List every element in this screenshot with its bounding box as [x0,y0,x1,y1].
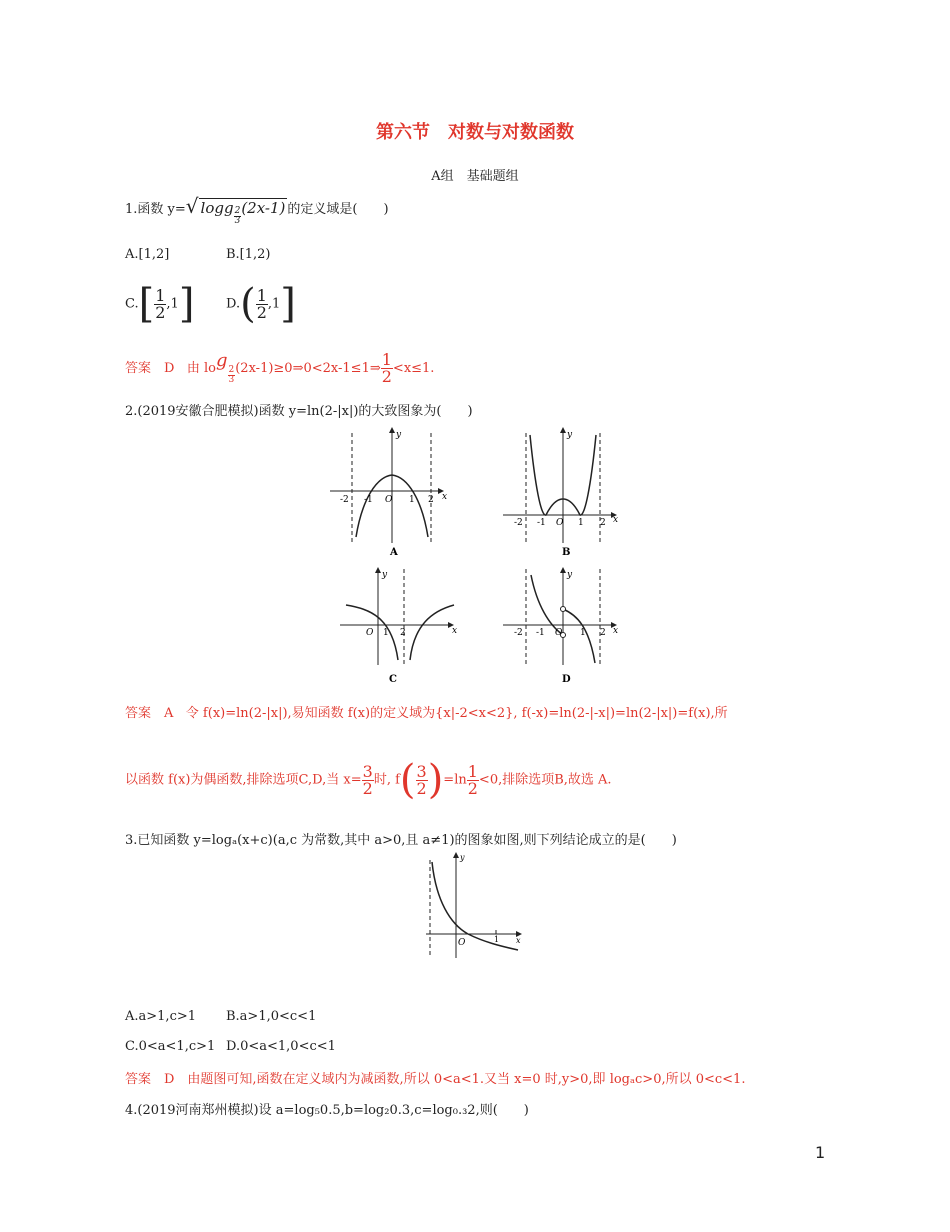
svg-text:-2: -2 [514,518,523,528]
svg-text:2: 2 [600,628,606,638]
q2-answer-line2: 以函数 f(x)为偶函数,排除选项C,D,当 x= $\frac{3}{2}$ 时, f( $\frac{3}{2}$ )=ln $\frac{1}{2}$ <0,排除选项B,故选 A. [125,757,612,803]
q1-suffix: 的定义域是( ) [287,202,389,217]
q1-answer: 答案 D 由 log $\frac{2}{3}$ (2x-1)≥0⇒0<2x-1≤1⇒ $\frac{1}{2}$ <x≤1. [125,350,435,386]
svg-text:O: O [555,628,563,638]
q4-stem: 4.(2019河南郑州模拟)设 a=log₅0.5,b=log₂0.3,c=log₀.₃2,则( ) [125,1103,529,1118]
svg-text:x: x [613,626,619,636]
svg-text:2: 2 [428,495,434,505]
q1-option-b: B.[1,2) [226,247,271,262]
svg-text:O: O [556,518,564,528]
svg-text:1: 1 [578,518,584,528]
q1-arg: (2x-1) [241,199,286,217]
svg-text:1: 1 [383,628,389,638]
svg-text:x: x [613,515,619,525]
svg-text:B: B [562,547,571,558]
q2-answer-line1: 答案 A 令 f(x)=ln(2-|x|),易知函数 f(x)的定义域为{x|-2<x<2}, f(-x)=ln(2-|-x|)=ln(2-|x|)=f(x),所 [125,706,728,721]
svg-text:2: 2 [600,518,606,528]
graph-q3 [420,850,530,962]
q1-option-d: D.( $\frac{1}{2}$ ,1] [226,281,296,327]
svg-text:y: y [382,570,388,580]
svg-text:-2: -2 [514,628,523,638]
graph-c [340,565,465,690]
q3-stem: 3.已知函数 y=logₐ(x+c)(a,c 为常数,其中 a>0,且 a≠1)的图象如图,则下列结论成立的是( ) [125,833,677,848]
svg-text:D: D [562,674,571,685]
page-title: 第六节 对数与对数函数 [376,122,574,143]
q1-stem: 1.函数 y=√ logg $\frac{2}{3}$ (2x-1) 的定义域是( ) [125,194,389,226]
section-subtitle: A组 基础题组 [431,169,519,184]
q1-log: log [200,199,224,217]
svg-text:y: y [460,853,465,862]
q3-answer: 答案 D 由题图可知,函数在定义域内为减函数,所以 0<a<1.又当 x=0 时,y>0,即 logₐc>0,所以 0<c<1. [125,1072,746,1087]
q1-prefix: 1.函数 y= [125,202,186,217]
svg-text:x: x [516,936,521,945]
svg-text:y: y [396,430,402,440]
svg-text:C: C [389,674,397,685]
svg-text:y: y [567,570,573,580]
svg-text:y: y [567,430,573,440]
q3-option-d: D.0<a<1,0<c<1 [226,1039,336,1054]
svg-text:O: O [366,628,374,638]
svg-text:-2: -2 [340,495,349,505]
q3-option-c: C.0<a<1,c>1 [125,1039,216,1054]
q2-stem: 2.(2019安徽合肥模拟)函数 y=ln(2-|x|)的大致图象为( ) [125,404,473,419]
q3-option-a: A.a>1,c>1 [125,1009,197,1024]
svg-text:x: x [452,626,458,636]
graph-b [503,425,628,560]
svg-text:O: O [458,938,466,948]
svg-text:-1: -1 [537,518,546,528]
svg-text:-1: -1 [536,628,545,638]
q1-option-c: C.[ $\frac{1}{2}$ ,1] [125,281,195,327]
q1-radicand: logg $\frac{2}{3}$ (2x-1) [200,199,286,226]
q1-option-a: A.[1,2] [125,247,170,262]
q3-option-b: B.a>1,0<c<1 [226,1009,317,1024]
q1-base: $\frac{2}{3}$ [234,206,241,226]
graph-a [330,425,450,560]
svg-text:1: 1 [409,495,415,505]
svg-text:2: 2 [400,628,406,638]
svg-text:A: A [390,547,398,558]
svg-text:-1: -1 [364,495,373,505]
svg-text:x: x [442,492,448,502]
svg-text:O: O [385,495,393,505]
page-number: 1 [815,1143,826,1162]
svg-text:1: 1 [580,628,586,638]
graph-d [503,565,628,690]
svg-text:1: 1 [494,935,500,944]
